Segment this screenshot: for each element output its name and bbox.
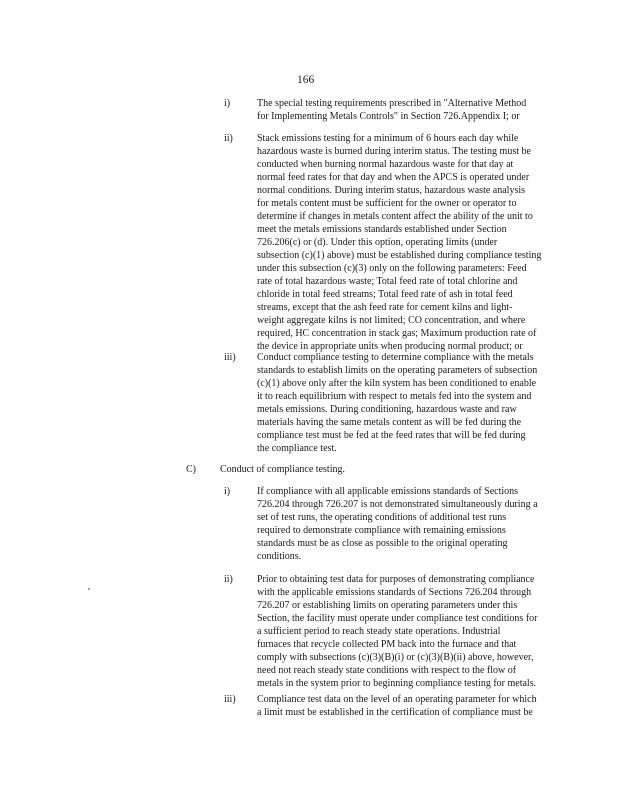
item-text: The special testing requirements prescribed in "Alternative Method for Implementing Metals Controls" in Section 726.Appendix I; or <box>257 98 527 122</box>
page-number: 166 <box>297 74 315 86</box>
item-label: C) <box>186 464 196 475</box>
item-label: iii) <box>224 694 236 705</box>
item-text: Conduct of compliance testing. <box>220 464 345 475</box>
item-text: Prior to obtaining test data for purposes of demonstrating compliance with the applicable emissions standards of Sections 726.204 through 726.207 or establishing limits on operating parameters under this Section, the facility must operate under compliance test conditions for a sufficient period to reach steady state operations. Industrial furnaces that recycle collected PM back into the furnace and that comply with subsections (c)(3)(B)(i) or (c)(3)(B)(ii) above, however, need not reach steady state conditions with respect to the flow of metals in the system prior to beginning compliance testing for metals. <box>257 574 538 689</box>
item-text: Stack emissions testing for a minimum of 6 hours each day while hazardous waste is burned during interim status. The testing must be conducted when burning normal hazardous waste for that day at normal feed rates for that day and when the APCS is operated under normal conditions. During interim status, hazardous waste analysis for metals content must be sufficient for the owner or operator to determine if changes in metals content affect the ability of the unit to meet the metals emissions standards established under Section 726.206(c) or (d). Under this option, operating limits (under subsection (c)(1) above) must be established during compliance testing under this subsection (c)(3) only on the following parameters: Feed rate of total hazardous waste; Total feed rate of total chlorine and chloride in total feed streams; Total feed rate of ash in total feed streams, except that the ash feed rate for cement kilns and light- weight aggregate kilns is not limited; CO concentration, and where required, HC concentration in stack gas; Maximum production rate of the device in appropriate units when producing normal product; or <box>257 133 542 352</box>
item-label: i) <box>224 98 231 109</box>
item-label: ii) <box>224 133 233 144</box>
item-label: ii) <box>224 574 233 585</box>
item-text: If compliance with all applicable emissions standards of Sections 726.204 through 726.207 is not demonstrated simultaneously during a set of test runs, the operating conditions of additional test runs required to demonstrate compliance with remaining emissions standards must be as close as possible to the original operating conditions. <box>257 486 538 562</box>
scan-speck <box>88 588 90 590</box>
item-text: Compliance test data on the level of an operating parameter for which a limit must be established in the certification of compliance must be <box>257 694 537 718</box>
item-label: i) <box>224 486 231 497</box>
item-label: iii) <box>224 352 236 363</box>
item-text: Conduct compliance testing to determine compliance with the metals standards to establish limits on the operating parameters of subsection (c)(1) above only after the kiln system has been conditioned to enable it to reach equilibrium with respect to metals fed into the system and metals emissions. During conditioning, hazardous waste and raw materials having the same metals content as will be fed during the compliance test must be fed at the feed rates that will be fed during the compliance test. <box>257 352 538 454</box>
